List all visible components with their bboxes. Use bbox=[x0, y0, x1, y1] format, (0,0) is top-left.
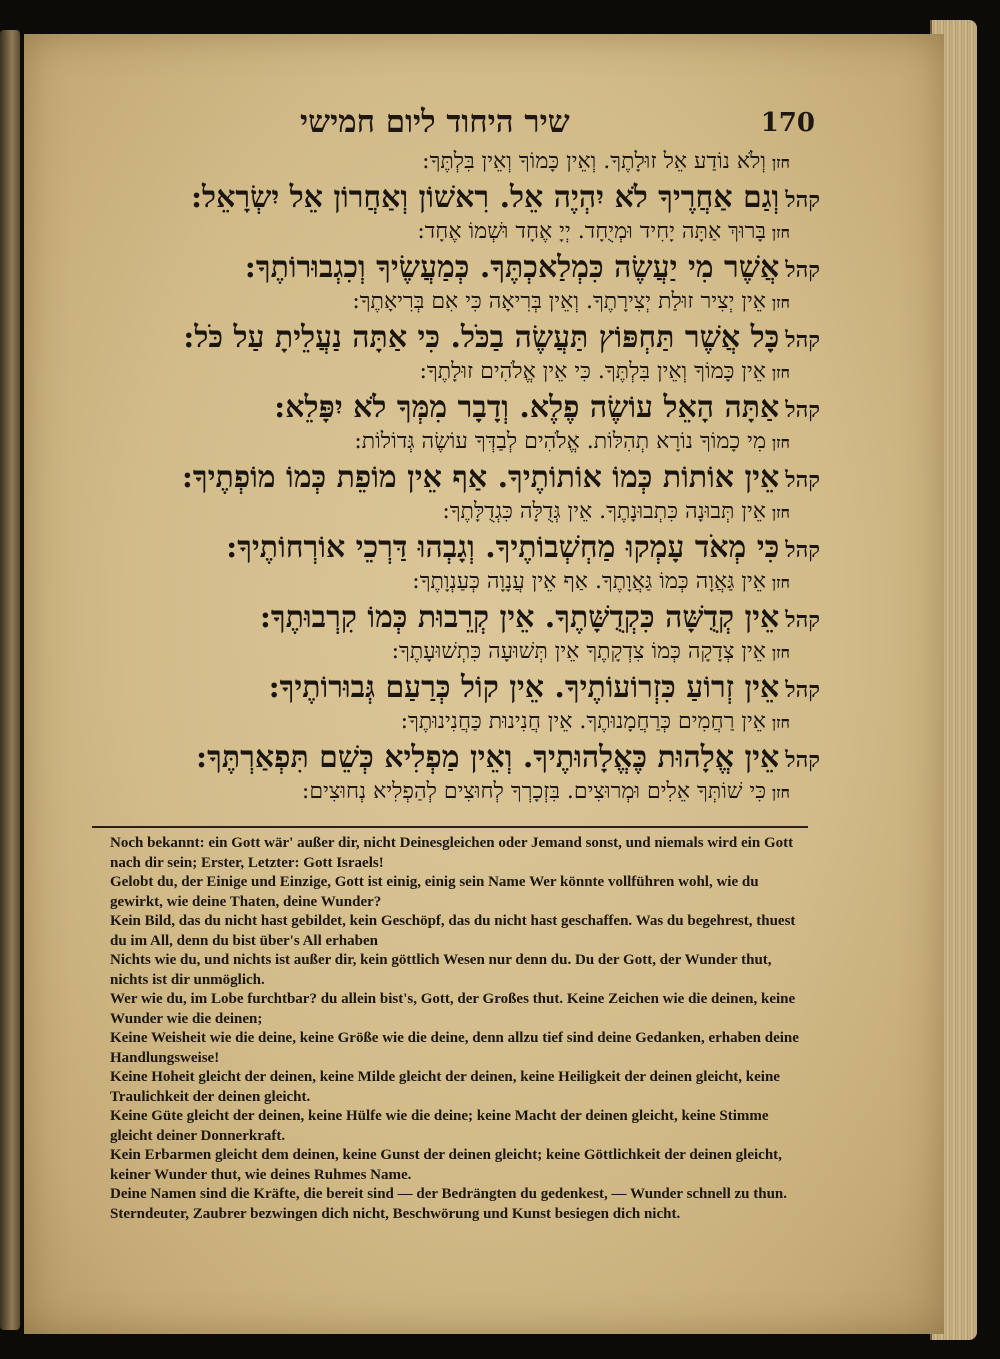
verse-text: אֵין אֱלָהוּת כֶּאֱלָהוּתֶיךָ. וְאֵין מַפְלִיא כְּשֵׁם תִּפְאַרְתֶּךָ: bbox=[196, 740, 780, 775]
section-divider bbox=[92, 826, 808, 828]
verse-text: וְלֹא נוֹדַע אֵל זוּלָתֶךָ. וְאֵין כָּמוֹךָ וְאֵין בִּלְתֶּךָ: bbox=[422, 149, 766, 174]
chazzan-verse-line bbox=[110, 568, 820, 600]
verse-text: אֵין כָּמוֹךָ וְאֵין בִּלְתֶּךָ. כִּי אֵין אֱלֹהִים זוּלָתֶךָ: bbox=[419, 359, 766, 384]
kahal-verse-line bbox=[110, 600, 820, 638]
translation-paragraph: Deine Namen sind die Kräfte, die bereit sind — der Bedrängten du gedenkest, — Wunder schnell zu thun. Sterndeuter, Zaubrer bezwingen dich nicht, Beschwörung und Kunst besiegen dich nicht. bbox=[110, 1186, 788, 1222]
kahal-verse-line bbox=[110, 460, 820, 498]
translation-paragraph: Keine Hoheit gleicht der deinen, keine Milde gleicht der deinen, keine Heiligkeit der deinen gleicht, keine Traulichkeit der deinen gleicht. bbox=[110, 1069, 780, 1105]
verse-text: אֵין גַּאֲוָה כְּמוֹ גַּאֲוָתֶךָ. אַף אֵין עֲנָוָה כְּעַנְוָתֶךָ: bbox=[412, 569, 766, 594]
chazzan-verse-line bbox=[110, 358, 820, 390]
verse-text: כָּל אֲשֶׁר תַּחְפּוֹץ תַּעֲשֶׂה בַכֹּל. כִּי אַתָּה נַעֲלֵיתָ עַל כֹּל: bbox=[183, 320, 780, 355]
speaker-marker: קהל bbox=[785, 747, 820, 773]
chazzan-verse-line bbox=[110, 778, 820, 810]
verse-text: אֵין רַחֲמִים כְּרַחֲמָנוּתֶךָ. אֵין חֲנִינוּת כַּחֲנִינוּתֶךָ: bbox=[400, 709, 766, 734]
chazzan-verse-line bbox=[110, 218, 820, 250]
chazzan-verse-line bbox=[110, 638, 820, 670]
speaker-marker: חזן bbox=[771, 223, 790, 242]
kahal-verse-line bbox=[110, 180, 820, 218]
verse-text: וְגַם אַחֲרֶיךָ לֹא יִהְיֶה אֵל. רִאשׁוֹן וְאַחֲרוֹן אֵל יִשְׂרָאֵל: bbox=[190, 180, 780, 215]
speaker-marker: חזן bbox=[771, 363, 790, 382]
verse-text: בָּרוּךְ אַתָּה יָחִיד וּמְיֻחָד. יְיָ אֶחָד וּשְׁמוֹ אֶחָד: bbox=[417, 219, 766, 244]
kahal-verse-line bbox=[110, 390, 820, 428]
kahal-verse-line bbox=[110, 320, 820, 358]
speaker-marker: חזן bbox=[771, 153, 790, 172]
verse-text: אֲשֶׁר מִי יַעֲשֶׂה כִּמְלַאכְתֶּךָ. כְּמַעֲשֶׂיךָ וְכִגְבוּרוֹתֶךָ: bbox=[244, 250, 780, 285]
chazzan-verse-line bbox=[110, 708, 820, 740]
translation-paragraph: Noch bekannt: ein Gott wär' außer dir, nicht Deinesgleichen oder Jemand sonst, und niemals wird ein Gott nach dir sein; Erster, Letzter: Gott Israels! bbox=[110, 835, 794, 871]
translation-paragraph: Nichts wie du, und nichts ist außer dir, kein göttlich Wesen nur denn du. Du der Gott, der Wunder thut, nichts ist dir unmöglich. bbox=[110, 952, 772, 988]
running-title: שיר היחוד ליום חמישי bbox=[300, 104, 570, 140]
translation-paragraph: Kein Bild, das du nicht hast gebildet, kein Geschöpf, das du nicht hast geschaffen. Was du begehrest, thuest du im All, denn du bist über's All erhaben bbox=[110, 913, 796, 949]
verse-text: אֵין קְדֻשָּׁה כִּקְדֻשָּׁתֶךָ. אֵין קְרֵבוּת כְּמוֹ קִרְבוּתֶךָ: bbox=[259, 600, 780, 635]
speaker-marker: קהל bbox=[785, 397, 820, 423]
speaker-marker: חזן bbox=[771, 783, 790, 802]
translation-paragraph: Kein Erbarmen gleicht dem deinen, keine Gunst der deinen gleicht; keine Göttlichkeit der deinen gleicht, keiner Wunder thut, wie deines Ruhmes Name. bbox=[110, 1147, 782, 1183]
page-header bbox=[80, 100, 815, 144]
verse-text: כִּי מְאֹד עָמְקוּ מַחְשְׁבוֹתֶיךָ. וְגָבְהוּ דַּרְכֵי אוֹרְחוֹתֶיךָ: bbox=[226, 530, 780, 565]
kahal-verse-line bbox=[110, 740, 820, 778]
speaker-marker: קהל bbox=[785, 677, 820, 703]
speaker-marker: חזן bbox=[771, 503, 790, 522]
verse-text: אֵין זְרוֹעַ כִּזְרוֹעוֹתֶיךָ. אֵין קוֹל כְּרַעַם גְּבוּרוֹתֶיךָ: bbox=[268, 670, 780, 705]
speaker-marker: קהל bbox=[785, 327, 820, 353]
speaker-marker: קהל bbox=[785, 607, 820, 633]
chazzan-verse-line bbox=[110, 428, 820, 460]
speaker-marker: קהל bbox=[785, 187, 820, 213]
chazzan-verse-line bbox=[110, 498, 820, 530]
verse-text: אֵין אוֹתוֹת כְּמוֹ אוֹתוֹתֶיךָ. אַף אֵין מוֹפֵת כְּמוֹ מוֹפְתֶיךָ: bbox=[181, 460, 780, 495]
page-number: 170 bbox=[760, 108, 815, 138]
chazzan-verse-line bbox=[110, 288, 820, 320]
speaker-marker: קהל bbox=[785, 257, 820, 283]
speaker-marker: קהל bbox=[785, 467, 820, 493]
speaker-marker: קהל bbox=[785, 537, 820, 563]
verse-text: אֵין צְדָקָה כְּמוֹ צִדְקָתֶךָ אֵין תְּשׁוּעָה כִּתְשׁוּעָתֶךָ: bbox=[391, 639, 766, 664]
kahal-verse-line bbox=[110, 250, 820, 288]
kahal-verse-line bbox=[110, 670, 820, 708]
kahal-verse-line bbox=[110, 530, 820, 568]
speaker-marker: חזן bbox=[771, 713, 790, 732]
speaker-marker: חזן bbox=[771, 293, 790, 312]
translation-paragraph: Keine Güte gleicht der deinen, keine Hülfe wie die deine; keine Macht der deinen gleicht, keine Stimme gleicht deiner Donnerkraft. bbox=[110, 1108, 769, 1144]
speaker-marker: חזן bbox=[771, 573, 790, 592]
verse-text: אֵין יְצִיר זוּלַת יְצִירָתֶךָ. וְאֵין בְּרִיאָה כִּי אִם בְּרִיאָתֶךָ: bbox=[352, 289, 766, 314]
translation-paragraph: Keine Weisheit wie die deine, keine Größe wie die deine, denn allzu tief sind deine Gedanken, erhaben deine Handlungsweise! bbox=[110, 1030, 799, 1066]
verse-text: מִי כָמוֹךָ נוֹרָא תְהִלּוֹת. אֱלֹהִים לְבַדְּךָ עוֹשֶׂה גְּדוֹלוֹת: bbox=[354, 429, 766, 454]
verse-text: כִּי שׁוֹתְּךָ אֵלִים וּמְרוּצִים. בִּזְכָרְךָ לְחוּצִים לְהַפְלִיא נְחוּצִים: bbox=[301, 779, 766, 804]
hebrew-liturgy-text bbox=[110, 148, 820, 810]
verse-text: אַתָּה הָאֵל עוֹשֶׂה פֶלֶא. וְדָבָר מִמְּךָ לֹא יִפָּלֵא: bbox=[274, 390, 780, 425]
book-spine-edge bbox=[0, 30, 20, 1330]
speaker-marker: חזן bbox=[771, 433, 790, 452]
translation-paragraph: Gelobt du, der Einige und Einzige, Gott ist einig, einig sein Name Wer könnte vollführen wohl, wie du gewirkt, wie deine Thaten, deine Wunder? bbox=[110, 874, 759, 910]
chazzan-verse-line bbox=[110, 148, 820, 180]
verse-text: אֵין תְּבוּנָה כִּתְבוּנָתֶךָ. אֵין גְּדֻלָּה כִּגְדֻלָּתֶךָ: bbox=[442, 499, 766, 524]
german-translation bbox=[92, 834, 808, 1224]
translation-paragraph: Wer wie du, im Lobe furchtbar? du allein bist's, Gott, der Großes thut. Keine Zeichen wie die deinen, keine Wunder wie die deinen; bbox=[110, 991, 796, 1027]
speaker-marker: חזן bbox=[771, 643, 790, 662]
